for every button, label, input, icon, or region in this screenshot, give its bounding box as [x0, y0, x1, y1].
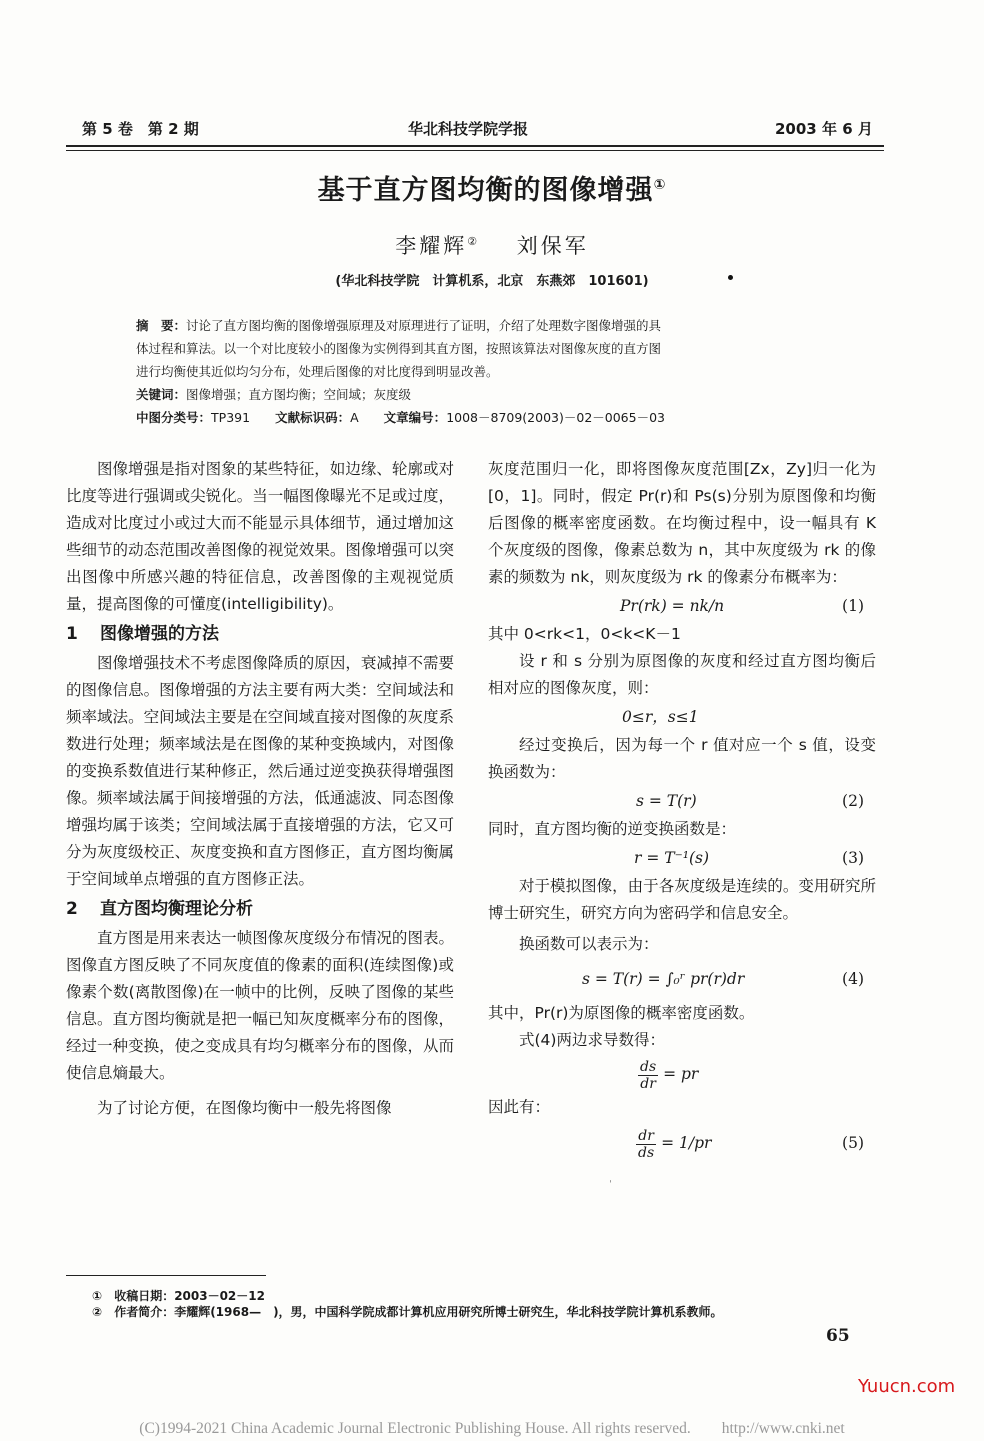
equation-3 — [488, 843, 876, 873]
footnote-1 — [92, 1287, 265, 1304]
journal-volume: 第 5 卷 第 2 期 — [82, 120, 199, 138]
intro-paragraph: 图像增强是指对图象的某些特征，如边缘、轮廓或对比度等进行强调或尖锐化。当一幅图像曝光不足或过度，造成对比度过小或过大而不能显示具体细节，通过增加这些细节的动态范围改善图像的视觉效果。图像增强可以突出图像中所感兴趣的特征信息，改善图像的主观视觉质量，提高图像的可懂度(intelligibility)。 — [66, 460, 454, 613]
equation-1-number: (1) — [842, 597, 864, 615]
page-number: 65 — [826, 1326, 850, 1346]
scan-speck: ˌ — [609, 1173, 612, 1184]
section-2-number: 2 — [66, 899, 78, 919]
section-1-title: 图像增强的方法 — [100, 624, 219, 644]
footnote-2-mark: ② — [92, 1305, 103, 1319]
right-paragraph-4: 同时，直方图均衡的逆变换函数是： — [488, 820, 737, 838]
abstract-text-1: 讨论了直方图均衡的图像增强原理及对原理进行了证明，介绍了处理数字图像增强的具 — [186, 318, 662, 333]
article-value: 1008－8709(2003)－02－0065－03 — [446, 410, 665, 425]
right-paragraph-7: 其中，Pr(r)为原图像的概率密度函数。 — [488, 1004, 755, 1022]
author-2 — [517, 234, 589, 258]
authors — [0, 230, 984, 260]
class-value: TP391 — [211, 410, 251, 425]
equation-3-body: r = T⁻¹(s) — [634, 849, 710, 867]
left-column — [66, 456, 454, 1122]
keywords-label: 关键词： — [136, 387, 187, 402]
derivative-rhs: = pr — [663, 1065, 699, 1083]
equation-derivative — [488, 1054, 876, 1094]
footnote-2 — [92, 1303, 723, 1320]
section-1-text: 图像增强技术不考虑图像降质的原因，衰减掉不需要的图像信息。图像增强的方法主要有两大类：空间域法和频率域法。空间域法主要是在空间域直接对图像的灰度系数进行处理；频率域法是在图像的某种变换域内，对图像的变换系数值进行某种修正，然后通过逆变换获得增强图像。频率域法属于间接增强的方法，低通滤波、同态图像增强均属于该类；空间域法属于直接增强的方法，它又可分为灰度级校正、灰度变换和直方图修正，直方图均衡属于空间域单点增强的直方图修正法。 — [66, 654, 454, 888]
right-column — [488, 456, 876, 1165]
class-label: 中图分类号： — [136, 410, 212, 425]
right-paragraph-8: 式(4)两边求导数得： — [519, 1031, 665, 1049]
section-2-heading — [66, 893, 454, 925]
doc-label: 文献标识码： — [275, 410, 351, 425]
equation-4-body: s = T(r) = ∫₀ʳ pr(r)dr — [582, 970, 745, 988]
header-rule-thin — [66, 150, 884, 151]
title-text: 基于直方图均衡的图像增强 — [317, 175, 654, 206]
derivative-numerator: ds — [640, 1058, 657, 1075]
section-1-heading — [66, 618, 454, 650]
derivative-denominator: dr — [640, 1075, 656, 1092]
abstract-block — [136, 314, 826, 429]
condition-2 — [488, 702, 876, 732]
section-2-text: 直方图是用来表达一帧图像灰度级分布情况的图表。图像直方图反映了不同灰度值的像素的面积(连续图像)或像素个数(离散图像)在一帧中的比例，反映了图像的某些信息。直方图均衡就是把一幅已知灰度概率分布的图像，经过一种变换，使之变成具有均匀概率分布的图像，从而使信息熵最大。 — [66, 929, 454, 1082]
journal-name: 华北科技学院学报 — [408, 120, 529, 138]
affiliation: (华北科技学院 计算机系，北京 东燕郊 101601) — [335, 274, 649, 289]
section-2-title: 直方图均衡理论分析 — [100, 899, 253, 919]
abstract-line-2: 体过程和算法。以一个对比度较小的图像为实例得到其直方图，按照该算法对图像灰度的直方图 — [136, 341, 662, 356]
right-paragraph-5: 对于模拟图像，由于各灰度级是连续的。变用研究所博士研究生，研究方向为密码学和信息安全。 — [488, 877, 876, 922]
right-paragraph-6: 换函数可以表示为： — [519, 935, 659, 953]
footnote-1-text: 收稿日期：2003－02－12 — [114, 1289, 265, 1303]
doc-value: A — [350, 410, 359, 425]
abstract-line-1 — [136, 314, 826, 337]
keywords-line — [136, 383, 826, 406]
equation-derivative-body — [638, 1054, 698, 1094]
author-2-name: 刘保军 — [516, 234, 589, 258]
article-label: 文章编号： — [383, 410, 447, 425]
equation-2-body: s = T(r) — [636, 792, 697, 810]
right-paragraph-9: 因此有： — [488, 1098, 551, 1116]
equation-5-fraction — [636, 1128, 656, 1161]
footnote-1-mark: ① — [92, 1289, 103, 1303]
right-paragraph-3: 经过变换后，因为每一个 r 值对应一个 s 值，设变换函数为： — [488, 736, 876, 781]
title-note: ① — [653, 177, 667, 193]
copyright-line: (C)1994-2021 China Academic Journal Electronic Publishing House. All rights reserved. http://www.cnki.net — [139, 1420, 845, 1437]
equation-1 — [488, 591, 876, 621]
header-rule-thick — [66, 145, 884, 147]
keywords-text: 图像增强；直方图均衡；空间域；灰度级 — [186, 387, 412, 402]
site-watermark: Yuucn.com — [858, 1376, 956, 1397]
equation-4 — [488, 958, 876, 1000]
condition-2-body: 0≤r，s≤1 — [622, 708, 699, 726]
decorative-dot — [728, 275, 733, 280]
author-1-name: 李耀辉 — [395, 234, 468, 258]
equation-5-denominator: ds — [638, 1144, 655, 1161]
equation-5-number: (5) — [842, 1134, 864, 1152]
equation-5 — [488, 1121, 876, 1165]
page-title — [0, 168, 984, 207]
classification-line — [136, 406, 826, 429]
abstract-label: 摘 要： — [136, 318, 187, 333]
equation-2-number: (2) — [842, 792, 864, 810]
author-1 — [395, 234, 477, 258]
section-2-text-2: 为了讨论方便，在图像均衡中一般先将图像 — [97, 1099, 392, 1117]
abstract-line-3: 进行均衡使其近似均匀分布，处理后图像的对比度得到明显改善。 — [136, 364, 499, 379]
equation-5-numerator: dr — [636, 1128, 656, 1145]
right-paragraph-1: 灰度范围归一化，即将图像灰度范围[Zx，Zy]归一化为[0，1]。同时，假定 Pr(r)和 Ps(s)分别为原图像和均衡后图像的概率密度函数。在均衡过程中，设一幅具有 K 个灰度级的图像，像素总数为 n，其中灰度级为 rk 的像素的频数为 nk，则灰度级为 rk 的像素分布概率为： — [488, 460, 876, 586]
equation-1-body: Pr(rk) = nk/n — [620, 597, 725, 615]
footnote-2-text: 作者简介：李耀辉(1968— )，男，中国科学院成都计算机应用研究所博士研究生，华北科技学院计算机系教师。 — [114, 1305, 723, 1319]
right-paragraph-2: 设 r 和 s 分别为原图像的灰度和经过直方图均衡后相对应的图像灰度，则： — [488, 652, 876, 697]
footnote-rule — [66, 1275, 266, 1276]
journal-date: 2003 年 6 月 — [775, 120, 873, 138]
equation-5-body — [636, 1121, 711, 1165]
derivative-fraction — [638, 1059, 658, 1092]
section-1-number: 1 — [66, 624, 78, 644]
equation-4-number: (4) — [842, 970, 864, 988]
equation-2 — [488, 786, 876, 816]
condition-1: 其中 0<rk<1，0<k<K－1 — [488, 625, 681, 643]
equation-3-number: (3) — [842, 849, 864, 867]
equation-5-rhs: = 1/pr — [661, 1134, 712, 1152]
author-1-note: ② — [467, 235, 478, 248]
